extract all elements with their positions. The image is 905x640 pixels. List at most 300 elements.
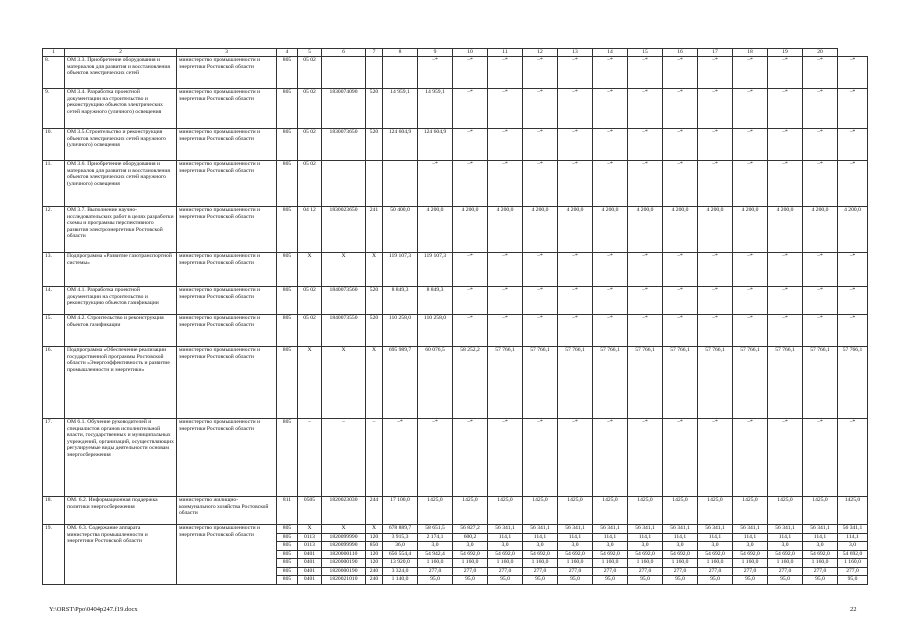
measure-name-cell: Подпрограмма «Обеспечение реализации государственной программы Ростовской области «Энергоэффективность и развитие промышленности и энергетики» [65,347,177,419]
value-cell: 0401 [298,550,322,559]
measure-name-cell: Подпрограмма «Развитие газотранспортной системы» [65,253,177,287]
value-cell: 56 341,1 [488,525,523,534]
executor-cell: министерство промышленности и энергетики Ростовской области [177,161,277,207]
table-row [43,347,868,419]
value-cell: –* [628,57,663,89]
row-number-cell: 14. [43,287,65,315]
value-cell: –* [593,57,628,89]
value-cell: 57 766,1 [698,347,733,419]
column-number-cell: 10 [453,49,488,57]
value-cell: 520 [366,315,383,347]
column-number-cell: 1 [43,49,65,57]
value-cell: –* [523,287,558,315]
row-number-cell: 8. [43,57,65,89]
value-cell: 1425,0 [803,497,838,525]
row-number-cell: 10. [43,129,65,161]
value-cell: 241 [366,207,383,253]
measure-name-cell: ОМ 3.3. Приобретение оборудования и материалов для развития и восстановления объектов электрических сетей [65,57,177,89]
value-cell: 4 200,0 [768,207,803,253]
value-cell: 4 200,0 [453,207,488,253]
row-number-cell: 18. [43,497,65,525]
table-row [43,89,868,129]
value-cell: X [322,253,366,287]
value-cell: 0113 [298,533,322,542]
value-cell: 4 200,0 [593,207,628,253]
value-cell: –* [768,315,803,347]
value-cell: –* [628,253,663,287]
value-cell: 57 766,1 [488,347,523,419]
executor-cell: министерство промышленности и энергетики Ростовской области [177,419,277,497]
value-cell: –* [768,129,803,161]
row-number-cell: 13. [43,253,65,287]
value-cell: –* [733,129,768,161]
value-cell: –* [698,129,733,161]
value-cell: 520 [366,287,383,315]
value-cell: 4 200,0 [488,207,523,253]
table-row [43,57,868,89]
value-cell: 114,1 [768,533,803,542]
table-row [43,253,868,287]
value-cell: 56 341,1 [838,525,868,534]
value-cell: 3,0 [803,542,838,551]
value-cell: 95,0 [628,576,663,585]
executor-cell: министерство жилищно-коммунального хозяйства Ростовской области [177,497,277,525]
value-cell: –* [803,287,838,315]
value-cell: 1820021010 [322,576,366,585]
budget-table [42,48,868,585]
measure-name-cell: ОМ 3.7. Выполнение научно-исследовательских работ в целях разработки схемы и программы перспективного развития электроэнергетики Ростовской области [65,207,177,253]
value-cell: 95,0 [593,576,628,585]
value-cell [366,161,383,207]
value-cell: 277,0 [838,567,868,576]
value-cell: 57 766,1 [663,347,698,419]
value-cell: 114,1 [838,533,868,542]
value-cell: 1 160,0 [768,559,803,568]
value-cell: 124 604,9 [383,129,418,161]
value-cell: 277,0 [523,567,558,576]
value-cell: –* [593,89,628,129]
row-number-cell: 17. [43,419,65,497]
value-cell: 277,0 [803,567,838,576]
value-cell: 805 [277,525,298,534]
value-cell: –* [558,253,593,287]
value-cell: –* [418,419,453,497]
value-cell: 0401 [298,559,322,568]
value-cell: –* [663,57,698,89]
value-cell: 805 [277,161,298,207]
column-number-cell: 3 [177,49,277,57]
value-cell: –* [768,57,803,89]
footer-page-number: 22 [850,606,857,613]
value-cell: 1 160,0 [663,559,698,568]
value-cell: 805 [277,315,298,347]
value-cell: 0113 [298,542,322,551]
value-cell: X [366,347,383,419]
value-cell: 95,0 [768,576,803,585]
value-cell: –* [803,89,838,129]
value-cell: 240 [366,567,383,576]
value-cell: –* [453,253,488,287]
value-cell: 3,0 [733,542,768,551]
value-cell: 119 107,3 [418,253,453,287]
value-cell: 2 174,1 [418,533,453,542]
column-number-cell: 19 [768,49,803,57]
table-row [43,161,868,207]
value-cell: –* [558,315,593,347]
value-cell: –* [523,419,558,497]
column-number-cell: 9 [418,49,453,57]
value-cell: 1 160,0 [628,559,663,568]
value-cell: –* [453,57,488,89]
value-cell: –* [698,287,733,315]
value-cell: 805 [277,347,298,419]
value-cell: –* [628,315,663,347]
column-number-cell: 16 [663,49,698,57]
executor-cell: министерство промышленности и энергетики Ростовской области [177,525,277,585]
value-cell: 1820000190 [322,567,366,576]
table-row [43,419,868,497]
value-cell: –* [698,57,733,89]
value-cell: 8 849,3 [383,287,418,315]
footer-file-path: Y:\ORST\Ppo\0404p247.f19.docx [49,606,138,613]
value-cell: 1425,0 [488,497,523,525]
value-cell: 05 02 [298,287,322,315]
value-cell: 805 [277,419,298,497]
measure-name-cell: ОМ 3.5.Строительство и реконструкция объектов электрических сетей наружного (уличного) освещения [65,129,177,161]
value-cell: – [298,419,322,497]
value-cell: 14 959,1 [383,89,418,129]
value-cell: 56 341,1 [803,525,838,534]
measure-name-cell: ОМ. 6.2. Информационная поддержка политики энергосбережения [65,497,177,525]
value-cell: 13 920,0 [383,559,418,568]
value-cell: 1425,0 [768,497,803,525]
value-cell: –* [768,419,803,497]
value-cell: 1830074090 [322,89,366,129]
value-cell: 277,0 [698,567,733,576]
value-cell: 1820023030 [322,497,366,525]
column-number-cell: 12 [523,49,558,57]
value-cell: 1425,0 [418,497,453,525]
value-cell: 54 692,0 [488,550,523,559]
value-cell: 811 [277,497,298,525]
value-cell: 54 692,0 [803,550,838,559]
value-cell: 520 [366,89,383,129]
value-cell: 1 160,0 [838,559,868,568]
table-row [43,497,868,525]
table-row [43,525,868,534]
value-cell: 3,0 [768,542,803,551]
value-cell: –* [733,315,768,347]
value-cell: 120 [366,550,383,559]
value-cell: X [298,253,322,287]
value-cell: 3 915,3 [383,533,418,542]
value-cell: –* [803,253,838,287]
value-cell: 54 692,0 [768,550,803,559]
value-cell: 36,0 [383,542,418,551]
value-cell: 0401 [298,567,322,576]
value-cell: –* [663,315,698,347]
value-cell: 04 12 [298,207,322,253]
value-cell: 56 341,1 [768,525,803,534]
value-cell: 4 200,0 [663,207,698,253]
value-cell: –* [628,129,663,161]
executor-cell: министерство промышленности и энергетики Ростовской области [177,89,277,129]
value-cell: 805 [277,550,298,559]
value-cell: X [322,525,366,534]
value-cell: –* [523,89,558,129]
value-cell: –* [733,287,768,315]
value-cell: 1425,0 [628,497,663,525]
value-cell: 1425,0 [733,497,768,525]
value-cell: 3,0 [698,542,733,551]
column-number-cell: 13 [558,49,593,57]
value-cell: 17 100,0 [383,497,418,525]
value-cell: –* [523,161,558,207]
value-cell: –* [698,419,733,497]
column-number-cell: 5 [298,49,322,57]
value-cell: –* [558,89,593,129]
value-cell: 60 076,5 [418,347,453,419]
value-cell: 95,0 [838,576,868,585]
value-cell: 1 160,0 [488,559,523,568]
value-cell: –* [558,129,593,161]
value-cell: 277,0 [733,567,768,576]
value-cell: –* [768,161,803,207]
value-cell: –* [838,161,868,207]
value-cell: 56 341,1 [663,525,698,534]
value-cell: 1840073560 [322,287,366,315]
value-cell: 3,0 [558,542,593,551]
value-cell: –* [488,419,523,497]
value-cell: 54 942,4 [418,550,453,559]
value-cell: 57 766,1 [523,347,558,419]
value-cell: –* [488,315,523,347]
value-cell: 277,0 [593,567,628,576]
value-cell: 56 341,1 [733,525,768,534]
row-number-cell: 15. [43,315,65,347]
value-cell: 4 200,0 [558,207,593,253]
value-cell: 05 02 [298,161,322,207]
value-cell: –* [593,315,628,347]
value-cell: –* [663,287,698,315]
value-cell: –* [768,287,803,315]
measure-name-cell: ОМ 4.2. Строительство и реконструкция объектов газификации [65,315,177,347]
column-number-cell: 4 [277,49,298,57]
value-cell: 4 200,0 [838,207,868,253]
value-cell: 277,0 [418,567,453,576]
value-cell: 57 766,1 [733,347,768,419]
measure-name-cell: ОМ 4.1. Разработка проектной документации на строительство и реконструкцию объектов газификации [65,287,177,315]
value-cell: 3,0 [523,542,558,551]
value-cell: –* [593,129,628,161]
value-cell: 805 [277,287,298,315]
value-cell: 56 341,1 [523,525,558,534]
value-cell: –* [698,89,733,129]
value-cell: X [298,525,322,534]
value-cell: –* [418,57,453,89]
value-cell: 277,0 [663,567,698,576]
value-cell: 114,1 [628,533,663,542]
value-cell: 805 [277,542,298,551]
value-cell: 805 [277,57,298,89]
value-cell: 1 160,0 [453,559,488,568]
value-cell: 240 [366,576,383,585]
value-cell: 3,0 [593,542,628,551]
value-cell: –* [453,315,488,347]
value-cell: 57 766,1 [593,347,628,419]
value-cell: 3,0 [628,542,663,551]
value-cell: 8 849,3 [418,287,453,315]
value-cell: 1830073650 [322,129,366,161]
value-cell: 1425,0 [453,497,488,525]
value-cell: –* [663,253,698,287]
value-cell: –* [488,161,523,207]
value-cell: 805 [277,559,298,568]
value-cell: 277,0 [628,567,663,576]
value-cell: 124 604,9 [418,129,453,161]
value-cell: 3 324,0 [383,567,418,576]
value-cell: –* [698,253,733,287]
value-cell: –* [593,419,628,497]
value-cell: 3,0 [488,542,523,551]
value-cell [322,161,366,207]
value-cell: 1 160,0 [698,559,733,568]
value-cell: –* [768,253,803,287]
value-cell: –* [663,89,698,129]
value-cell: 1425,0 [593,497,628,525]
value-cell: 4 200,0 [733,207,768,253]
value-cell: 120 [366,533,383,542]
value-cell: –* [523,57,558,89]
table-row [43,207,868,253]
value-cell: –* [838,419,868,497]
column-number-cell: 2 [65,49,177,57]
row-number-cell: 11. [43,161,65,207]
value-cell: –* [523,129,558,161]
value-cell: –* [733,253,768,287]
table-row [43,129,868,161]
value-cell: 244 [366,497,383,525]
value-cell: X [322,347,366,419]
value-cell: 114,1 [733,533,768,542]
value-cell: 805 [277,533,298,542]
executor-cell: министерство промышленности и энергетики Ростовской области [177,287,277,315]
value-cell: 95,0 [453,576,488,585]
value-cell: –* [523,253,558,287]
value-cell: –* [803,315,838,347]
value-cell: 1820000190 [322,559,366,568]
value-cell: 4 200,0 [698,207,733,253]
value-cell: –* [488,57,523,89]
value-cell: 4 200,0 [418,207,453,253]
value-cell: 110 258,0 [418,315,453,347]
value-cell: 95,0 [698,576,733,585]
value-cell: 3,0 [418,542,453,551]
value-cell [383,161,418,207]
value-cell: –* [838,57,868,89]
value-cell: –* [663,419,698,497]
value-cell: –* [838,287,868,315]
value-cell: 58 651,5 [418,525,453,534]
value-cell: –* [628,89,663,129]
value-cell: 110 258,0 [383,315,418,347]
value-cell: X [366,525,383,534]
value-cell: 1 160,0 [558,559,593,568]
value-cell: 656 554,4 [383,550,418,559]
value-cell: 119 107,3 [383,253,418,287]
value-cell: 0505 [298,497,322,525]
column-number-cell: 8 [383,49,418,57]
value-cell: 1 140,0 [383,576,418,585]
value-cell: 114,1 [523,533,558,542]
measure-name-cell: ОМ. 6.3. Содержание аппарата министерства промышленности и энергетики Ростовской области [65,525,177,585]
value-cell: 1425,0 [558,497,593,525]
column-number-cell: 14 [593,49,628,57]
executor-cell: министерство промышленности и энергетики Ростовской области [177,129,277,161]
value-cell: –* [383,419,418,497]
value-cell: –* [418,161,453,207]
value-cell: 0401 [298,576,322,585]
value-cell: 3,0 [838,542,868,551]
value-cell: – [366,419,383,497]
value-cell: 54 692,0 [663,550,698,559]
value-cell: 805 [277,253,298,287]
value-cell: 805 [277,576,298,585]
value-cell: 57 766,1 [558,347,593,419]
value-cell: 277,0 [488,567,523,576]
value-cell: X [366,253,383,287]
value-cell: 114,1 [698,533,733,542]
value-cell: 695 989,7 [383,347,418,419]
value-cell: 95,0 [488,576,523,585]
executor-cell: министерство промышленности и энергетики Ростовской области [177,57,277,89]
value-cell: 50 400,0 [383,207,418,253]
value-cell [366,57,383,89]
value-cell: 1820099990 [322,533,366,542]
value-cell: –* [803,129,838,161]
value-cell: 4 200,0 [523,207,558,253]
column-number-cell: 11 [488,49,523,57]
column-number-cell: 17 [698,49,733,57]
value-cell: 05 02 [298,315,322,347]
row-number-cell: 9. [43,89,65,129]
value-cell: 850 [366,542,383,551]
value-cell: 114,1 [663,533,698,542]
value-cell: 95,0 [733,576,768,585]
document-page [42,48,868,585]
row-number-cell: 12. [43,207,65,253]
value-cell: 805 [277,89,298,129]
value-cell: 1 160,0 [733,559,768,568]
value-cell: 4 200,0 [628,207,663,253]
value-cell: –* [593,161,628,207]
value-cell: 05 02 [298,129,322,161]
value-cell: 114,1 [803,533,838,542]
value-cell: 805 [277,567,298,576]
value-cell: –* [488,129,523,161]
value-cell: 57 766,1 [803,347,838,419]
column-number-row [43,49,868,57]
value-cell: –* [558,287,593,315]
value-cell: 56 341,1 [628,525,663,534]
value-cell: –* [838,129,868,161]
value-cell: 1 160,0 [593,559,628,568]
value-cell: 3,0 [663,542,698,551]
value-cell: 1 160,0 [418,559,453,568]
value-cell: 56 341,1 [558,525,593,534]
value-cell: –* [838,89,868,129]
value-cell: –* [558,419,593,497]
